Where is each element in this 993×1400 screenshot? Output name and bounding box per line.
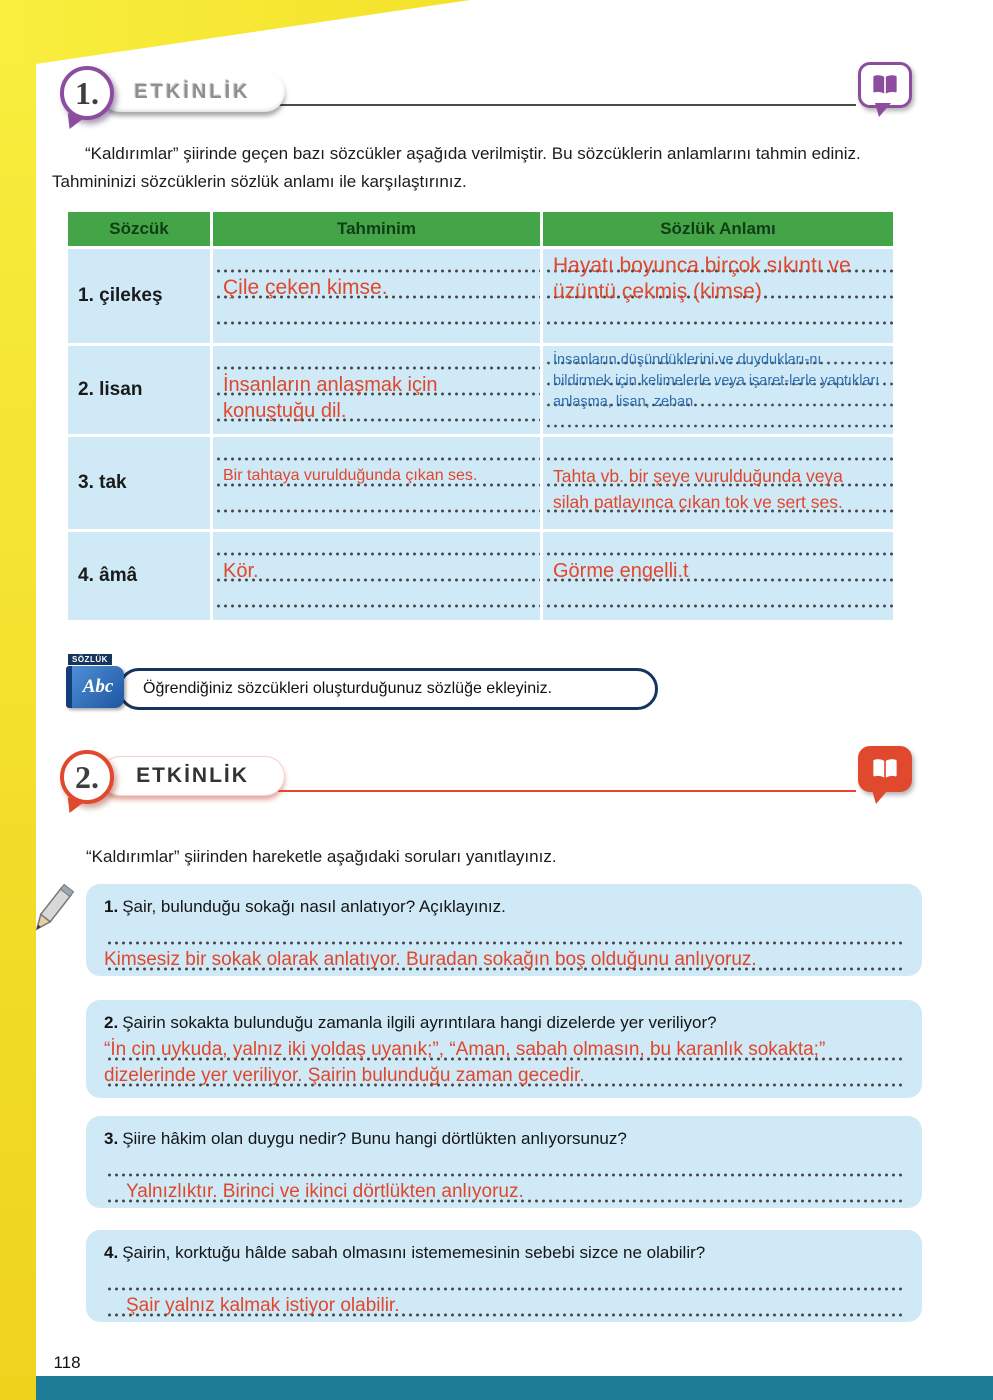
- footer-bar: [36, 1376, 993, 1400]
- table-row-guess: Bir tahtaya vurulduğunda çıkan ses.: [213, 437, 540, 529]
- activity1-number: 1.: [75, 74, 99, 111]
- activity1-title-pill: [100, 72, 285, 112]
- col-header-guess: Tahminim: [213, 212, 540, 246]
- table-row-word: 1. çilekeş: [68, 249, 210, 343]
- question-number: 2.: [104, 1013, 119, 1032]
- table-row-guess: Kör.: [213, 532, 540, 620]
- table-row-meaning: Tahta vb. bir şeye vurulduğunda veya silah patlayınca çıkan tok ve sert ses.: [543, 437, 893, 529]
- dictionary-book-cover: [66, 666, 124, 708]
- question-text: 4. Şairin, korktuğu hâlde sabah olmasını istememesinin sebebi sizce ne olabilir?: [104, 1243, 706, 1262]
- col-header-meaning: Sözlük Anlamı: [543, 212, 893, 246]
- activity2-number: 2.: [75, 758, 99, 795]
- table-row-meaning: Görme engelli.t: [543, 532, 893, 620]
- top-left-yellow-swoosh: [0, 0, 470, 64]
- activity2-number-badge: [60, 750, 114, 804]
- question-block-2: [86, 1000, 922, 1098]
- question-number: 3.: [104, 1129, 119, 1148]
- activity2-title-pill: [100, 756, 285, 796]
- dictionary-note-box: [118, 668, 658, 710]
- answer-text: “İn cin uykuda, yalnız iki yoldaş uyanık;”, “Aman, sabah olmasın, bu karanlık sokakta;” dizelerinde yer veriliyor. Şairin bulunduğu zaman gecedir.: [104, 1037, 904, 1091]
- table-row-word: 3. tak: [68, 437, 210, 529]
- question-text: 3. Şiire hâkim olan duygu nedir? Bunu hangi dörtlükten anlıyorsunuz?: [104, 1129, 627, 1148]
- answer-text: Yalnızlıktır. Birinci ve ikinci dörtlükten anlıyoruz.: [104, 1153, 904, 1207]
- activity1-rule-line: [278, 104, 856, 106]
- activity2-instruction: “Kaldırımlar” şiirinden hareketle aşağıdaki soruları yanıtlayınız.: [86, 847, 557, 866]
- table-row-word: 2. lisan: [68, 346, 210, 434]
- question-text: 2. Şairin sokakta bulunduğu zamanla ilgili ayrıntılara hangi dizelerde yer veriliyor?: [104, 1013, 717, 1032]
- open-book-icon: [870, 757, 900, 781]
- question-block-1: [86, 884, 922, 976]
- answer-text: Kimsesiz bir sokak olarak anlatıyor. Buradan sokağın boş olduğunu anlıyoruz.: [104, 921, 904, 975]
- table-row-guess: İnsanların anlaşmak için konuştuğu dil.: [213, 346, 540, 434]
- question-number: 1.: [104, 897, 119, 916]
- activity1-number-badge: [60, 66, 114, 120]
- table-row-word: 4. âmâ: [68, 532, 210, 620]
- dictionary-note-text: Öğrendiğiniz sözcükleri oluşturduğunuz sözlüğe ekleyiniz.: [143, 680, 553, 697]
- activity1-instruction: “Kaldırımlar” şiirinde geçen bazı sözcükler aşağıda verilmiştir. Bu sözcüklerin anlamlarını tahmin ediniz. Tahmininizi sözcüklerin sözlük anlamı ile karşılaştırınız.: [52, 144, 861, 192]
- left-yellow-strip: [0, 0, 36, 1400]
- vocabulary-table: [68, 212, 896, 620]
- table-row-guess: Çile çeken kimse.: [213, 249, 540, 343]
- activity2-title: ETKİNLİK: [136, 764, 249, 787]
- pencil-icon: [24, 882, 78, 945]
- table-row-meaning: İnsanların düşündüklerini ve duydukları-nı bildirmek için kelimelerle veya işaret-lerle yaptıkları anlaşma, lisan, zeban: [543, 346, 893, 434]
- question-block-3: [86, 1116, 922, 1208]
- col-header-word: Sözcük: [68, 212, 210, 246]
- question-text: 1. Şair, bulunduğu sokağı nasıl anlatıyor? Açıklayınız.: [104, 897, 506, 916]
- book-icon: [858, 62, 912, 108]
- question-number: 4.: [104, 1243, 119, 1262]
- open-book-icon: [870, 73, 900, 97]
- question-block-4: [86, 1230, 922, 1322]
- activity2-rule-line: [278, 790, 856, 792]
- dictionary-abc-label: Abc: [82, 676, 114, 697]
- book-icon: [858, 746, 912, 792]
- dictionary-book-icon: [66, 654, 128, 712]
- table-row-meaning: Hayatı boyunca birçok sıkıntı ve üzüntü çekmiş (kimse): [543, 249, 893, 343]
- dictionary-tag: SÖZLÜK: [68, 654, 112, 665]
- page-number: 118: [40, 1350, 94, 1376]
- answer-text: Şair yalnız kalmak istiyor olabilir.: [104, 1267, 904, 1321]
- activity1-title: ETKİNLİK: [134, 80, 251, 103]
